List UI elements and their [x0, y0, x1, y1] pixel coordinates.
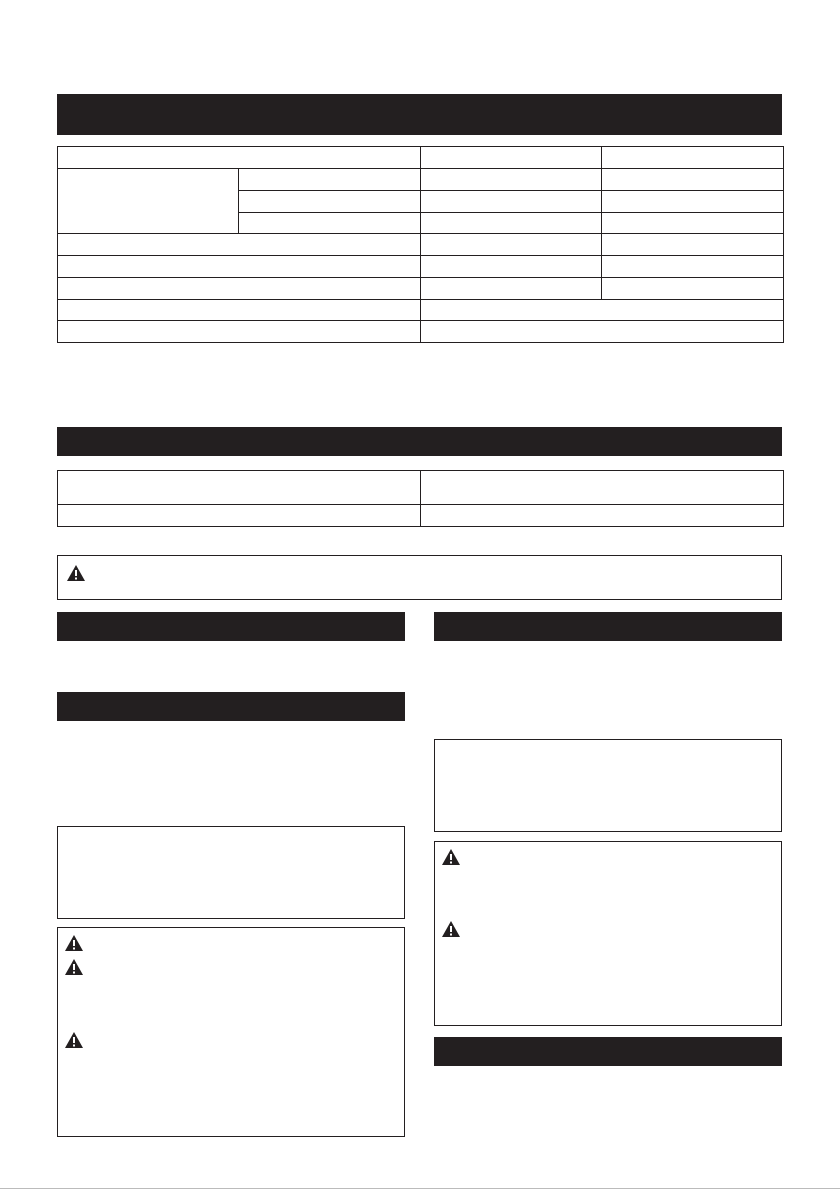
warning-triangle-icon [441, 920, 461, 938]
table-row [58, 505, 784, 527]
spec-cell [421, 169, 602, 191]
spec-cell [421, 278, 602, 300]
spec-cell [58, 321, 421, 343]
note-box-right [434, 739, 782, 832]
table-row [58, 147, 784, 169]
spec-cell [239, 169, 421, 191]
spec-cell [602, 234, 784, 256]
warning-triangle-icon [64, 1031, 84, 1049]
right-heading-bar-2 [434, 1037, 782, 1066]
spec-cell [421, 234, 602, 256]
table-row [58, 278, 784, 300]
table-row [58, 234, 784, 256]
spec-cell [602, 191, 784, 213]
spec-group-cell [58, 169, 239, 234]
info-cell [58, 505, 421, 527]
page-bottom-rule [0, 1188, 840, 1189]
spec-cell [58, 234, 421, 256]
table-row [58, 300, 784, 321]
spec-cell [602, 278, 784, 300]
spec-cell [602, 169, 784, 191]
table-row [58, 471, 784, 505]
info-cell [421, 471, 784, 505]
table-row [58, 169, 784, 191]
spec-cell [602, 256, 784, 278]
right-heading-1 [434, 612, 782, 620]
spec-cell [421, 213, 602, 234]
spec-cell [58, 256, 421, 278]
specifications-heading [57, 94, 782, 102]
spec-cell [239, 213, 421, 234]
info-cell [58, 471, 421, 505]
spec-cell [602, 213, 784, 234]
spec-cell [239, 191, 421, 213]
left-heading-2 [57, 692, 405, 700]
right-heading-2 [434, 1037, 782, 1045]
table-row [58, 321, 784, 343]
right-heading-bar-1 [434, 612, 782, 641]
section-heading-bar [57, 427, 782, 456]
spec-cell [421, 321, 784, 343]
warning-triangle-icon [64, 958, 84, 976]
spec-table [57, 146, 784, 343]
left-heading-1 [57, 612, 405, 620]
warning-triangle-icon [441, 848, 461, 866]
spec-cell [58, 147, 421, 169]
warning-triangle-icon [64, 934, 84, 952]
spec-cell [421, 147, 602, 169]
info-table [57, 470, 784, 527]
spec-cell [421, 300, 784, 321]
spec-cell [421, 256, 602, 278]
warnings-box-right [434, 841, 782, 1026]
warning-triangle-icon [66, 564, 86, 582]
warnings-box-left [57, 927, 405, 1137]
spec-cell [58, 300, 421, 321]
spec-cell [421, 191, 602, 213]
note-box-left [57, 826, 405, 919]
spec-cell [602, 147, 784, 169]
spec-cell [58, 278, 421, 300]
section-heading [57, 427, 782, 435]
table-row [58, 256, 784, 278]
specifications-heading-bar [57, 94, 782, 135]
warning-box [57, 555, 782, 600]
left-heading-bar-1 [57, 612, 405, 641]
left-heading-bar-2 [57, 692, 405, 721]
info-cell [421, 505, 784, 527]
